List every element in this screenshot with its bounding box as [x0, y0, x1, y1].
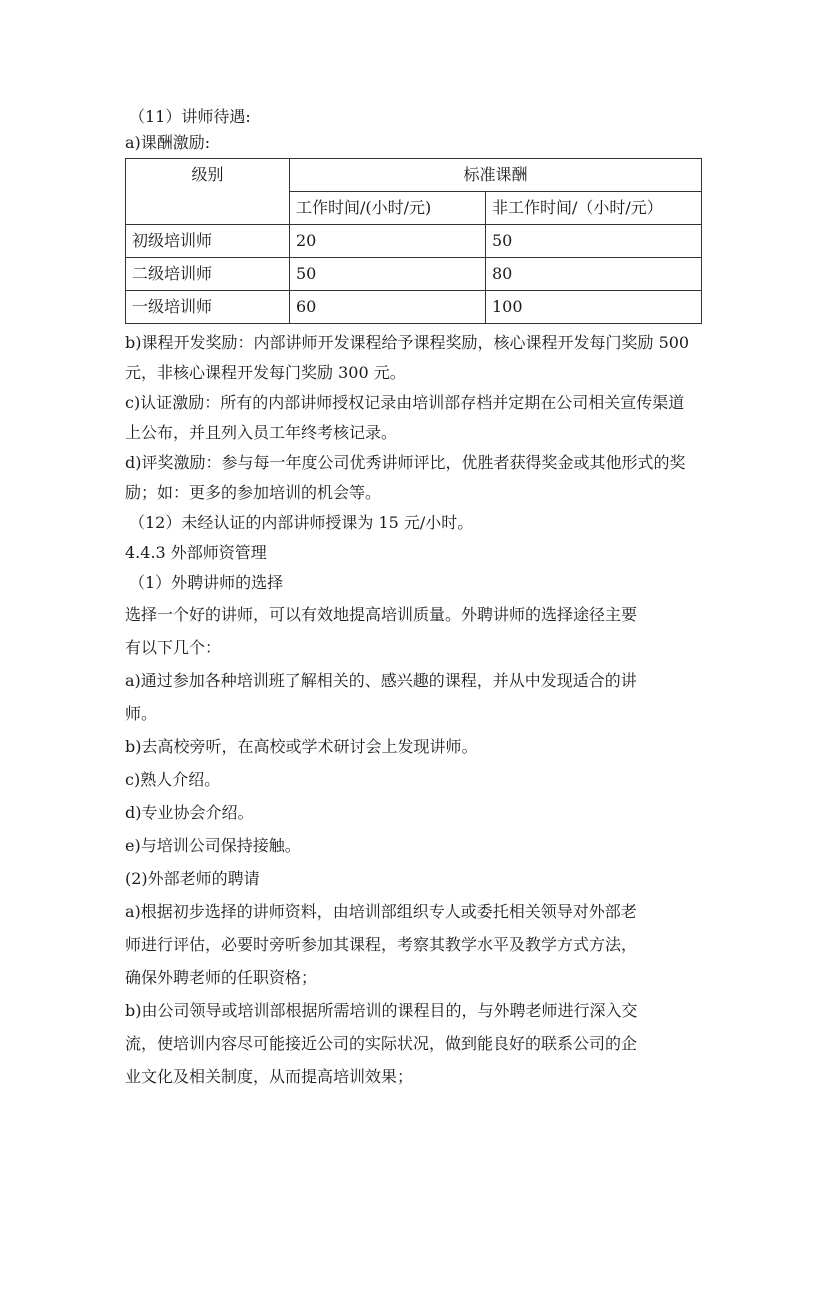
subsection-title: a)课酬激励: — [125, 133, 211, 152]
paragraph-line: d)评奖激励：参与每一年度公司优秀讲师评比，优胜者获得奖金或其他形式的奖 — [125, 453, 686, 472]
table-header-nonwork: 非工作时间/（小时/元） — [486, 192, 702, 225]
table-header-level: 级别 — [126, 159, 290, 225]
paragraph-line: c)熟人介绍。 — [125, 770, 221, 789]
table-row — [126, 225, 702, 258]
paragraph-line: a)通过参加各种培训班了解相关的、感兴趣的课程，并从中发现适合的讲 — [125, 671, 637, 690]
paragraph-line: 元，非核心课程开发每门奖励 300 元。 — [125, 363, 406, 382]
paragraph-line: 选择一个好的讲师，可以有效地提高培训质量。外聘讲师的选择途径主要 — [125, 605, 638, 624]
paragraph-line: a)根据初步选择的讲师资料，由培训部组织专人或委托相关领导对外部老 — [125, 902, 637, 921]
paragraph-line: 业文化及相关制度，从而提高培训效果； — [125, 1067, 414, 1086]
paragraph-line: b)课程开发奖励：内部讲师开发课程给予课程奖励，核心课程开发每门奖励 500 — [125, 333, 690, 352]
paragraph-line: d)专业协会介绍。 — [125, 803, 254, 822]
table-cell-nonwork: 50 — [486, 225, 702, 258]
subsection-heading: （1）外聘讲师的选择 — [129, 573, 284, 592]
paragraph-line: 励；如：更多的参加培训的机会等。 — [125, 483, 382, 502]
table-cell-level: 初级培训师 — [126, 225, 290, 258]
paragraph-line: 流，使培训内容尽可能接近公司的实际状况，做到能良好的联系公司的企 — [125, 1034, 638, 1053]
table-cell-work: 50 — [290, 258, 486, 291]
paragraph-line: c)认证激励：所有的内部讲师授权记录由培训部存档并定期在公司相关宣传渠道 — [125, 393, 685, 412]
table-cell-level: 二级培训师 — [126, 258, 290, 291]
table-row — [126, 291, 702, 324]
paragraph-line: 师。 — [125, 704, 158, 723]
table-cell-nonwork: 80 — [486, 258, 702, 291]
paragraph-line: b)去高校旁听，在高校或学术研讨会上发现讲师。 — [125, 737, 478, 756]
document-body — [125, 104, 725, 1093]
table-cell-work: 20 — [290, 225, 486, 258]
table-cell-nonwork: 100 — [486, 291, 702, 324]
subsection-heading: (2)外部老师的聘请 — [125, 869, 260, 888]
paragraph-line: 确保外聘老师的任职资格； — [125, 968, 318, 987]
paragraph-line: 有以下几个： — [125, 638, 222, 657]
paragraph-line: 上公布，并且列入员工年终考核记录。 — [125, 423, 398, 442]
table-cell-level: 一级培训师 — [126, 291, 290, 324]
reward-table — [125, 158, 702, 324]
table-header-work: 工作时间/(小时/元) — [290, 192, 486, 225]
section-title: （11）讲师待遇: — [129, 107, 251, 126]
table-header-standard: 标准课酬 — [290, 159, 702, 192]
paragraph-line: （12）未经认证的内部讲师授课为 15 元/小时。 — [129, 513, 474, 532]
table-row — [126, 258, 702, 291]
table-cell-work: 60 — [290, 291, 486, 324]
paragraph-line: 师进行评估，必要时旁听参加其课程，考察其教学水平及教学方式方法， — [125, 935, 638, 954]
section-heading: 4.4.3 外部师资管理 — [125, 543, 267, 562]
paragraph-line: e)与培训公司保持接触。 — [125, 836, 301, 855]
paragraph-line: b)由公司领导或培训部根据所需培训的课程目的，与外聘老师进行深入交 — [125, 1001, 638, 1020]
